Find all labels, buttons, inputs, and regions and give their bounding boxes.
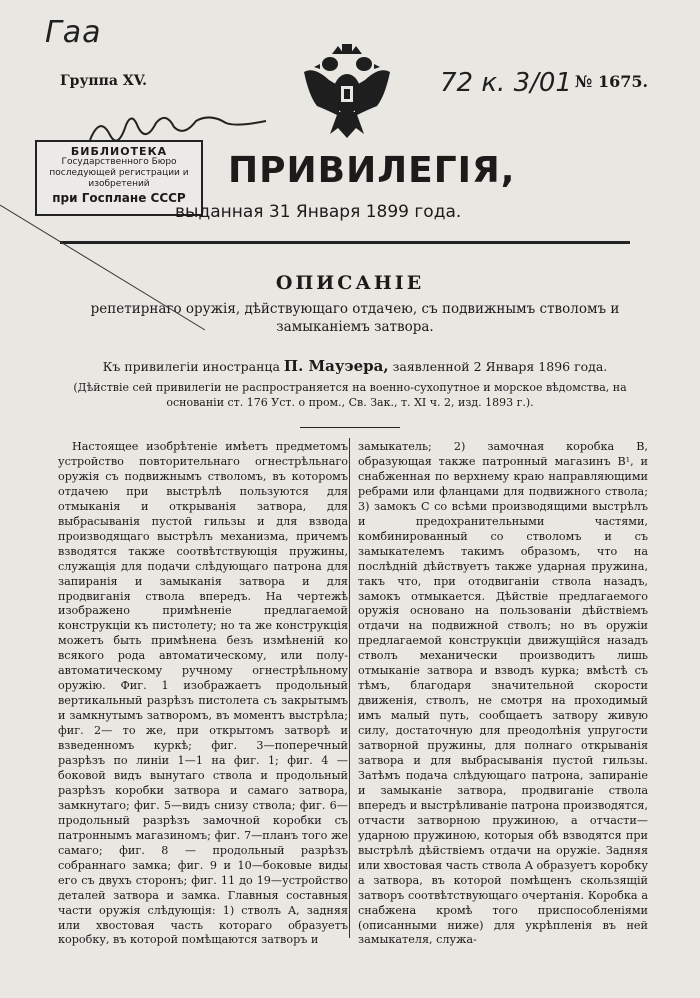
description-subtitle: репетирнаго оружія, дѣйствующаго отдачею, съ подвижнымъ стволомъ и замыканіемъ затвора. xyxy=(90,301,620,335)
group-label: Группа XV. xyxy=(60,73,148,89)
restriction-note: (Дѣйствіе сей привилегіи не распространяется на военно-сухопутное и морское вѣдомства, на основаніи ст. 176 Уст. о пром., Св. Зак., т. XI ч. 2, изд. 1893 г.). xyxy=(73,381,627,409)
handwritten-note-top: Гаа xyxy=(45,15,102,50)
stamp-line-2: Государственного Бюро xyxy=(61,157,177,167)
handwritten-reference: 72 к. 3/01 xyxy=(440,68,572,98)
document-title: ПРИВИЛЕГІЯ, xyxy=(228,150,516,191)
issue-date-line: выданная 31 Января 1899 года. xyxy=(175,202,462,222)
applicant-name: П. Мауэера, xyxy=(283,357,389,375)
stamp-line-4: при Госплане СССР xyxy=(52,191,186,205)
body-column-right: замыкатель; 2) замочная коробка B, образующая также патронный магазинъ B¹, и снабженная по верхнему краю направляющими ребрами или фланцами для подвижного ствола; 3) замокъ C со всѣми производящими выстрѣлъ и предохранительными частями, комбинированный со стволомъ и съ замыкателемъ такимъ образомъ, что на послѣдній дѣйствуетъ также ударная пружина, такъ что, при отодвиганіи ствола назадъ, замокъ отмыкается. Дѣйствіе предлагаемого оружія основано на пользованіи дѣйствіемъ отдачи на подвижной стволъ; но въ оружіи предлагаемой конструкціи движущійся назадъ стволъ механически производитъ лишь отмыканіе затвора и взводъ курка; вмѣстѣ съ тѣмъ, благодаря значительной скорости движенія, стволъ, не смотря на проходимый имъ малый путь, сообщаетъ затвору живую силу, достаточную для преодолѣнія упругости затворной пружины, для полнаго открыванія затвора и для выбрасыванія пустой гильзы. Затѣмъ подача слѣдующаго патрона, запираніе и замыканіе затвора, продвиганіе ствола впередъ и выстрѣливаніе патрона производятся, отчасти затворною пружиною, а отчасти—ударною пружиною, которыя обѣ взводятся при выстрѣлѣ дѣйствіемъ отдачи на оружіе. Задняя или хвостовая часть ствола A образуетъ коробку a затвора, въ которой помѣщенъ скользящій затворъ соотвѣтствующаго очертанія. Коробка a снабжена кромѣ того приспособленіями (описанными ниже) для укрѣпленія въ ней замыкателя, служа- xyxy=(358,440,648,947)
stamp-line-3: последующей регистрации и изобретений xyxy=(49,168,189,189)
body-column-left: Настоящее изобрѣтеніе имѣетъ предметомъ устройство повторительнаго огнестрѣльнаго оружія съ подвижнымъ стволомъ, въ которомъ отдачею при выстрѣлѣ пользуются для отмыканія и открыванія затвора, для выбрасыванія пустой гильзы и для взвода производящаго выстрѣлъ механизма, причемъ взводятся также соотвѣтствующія пружины, служащія для подачи слѣдующаго патрона для запиранія и замыканія затвора и для продвиганія ствола впередъ. На чертежѣ изображено примѣненіе предлагаемой конструкціи къ пистолету; но та же конструкція можетъ быть примѣнена безъ измѣненій ко всякого рода автоматическому, или полу-автоматическому ручному огнестрѣльному оружію. Фиг. 1 изображаетъ продольный вертикальный разрѣзъ пистолета съ закрытымъ и замкнутымъ затворомъ, въ моментъ выстрѣла; фиг. 2— то же, при открытомъ затворѣ и взведенномъ куркѣ; фиг. 3—поперечный разрѣзъ по линіи 1—1 на фиг. 1; фиг. 4 — боковой видъ вынутаго ствола и продольный разрѣзъ коробки затвора и самаго затвора, замкнутаго; фиг. 5—видъ снизу ствола; фиг. 6—продольный разрѣзъ замочной коробки съ патроннымъ магазиномъ; фиг. 7—планъ того же самаго; фиг. 8 — продольный разрѣзъ собраннаго замка; фиг. 9 и 10—боковые виды его съ двухъ сторонъ; фиг. 11 до 19—устройство деталей затвора и замка. Главныя составныя части оружія слѣдующія: 1) стволъ A, задняя или хвостовая часть котораго образуетъ коробку, въ которой помѣщаются затворъ и xyxy=(58,440,348,947)
applicant-prefix: Къ привилегіи иностранца xyxy=(102,359,280,374)
document-number: № 1675. xyxy=(575,72,649,91)
stamp-line-1: БИБЛИОТЕКА xyxy=(70,145,168,158)
description-heading: ОПИСАНІЕ xyxy=(275,272,425,294)
applicant-suffix: заявленной 2 Января 1896 года. xyxy=(392,359,608,374)
